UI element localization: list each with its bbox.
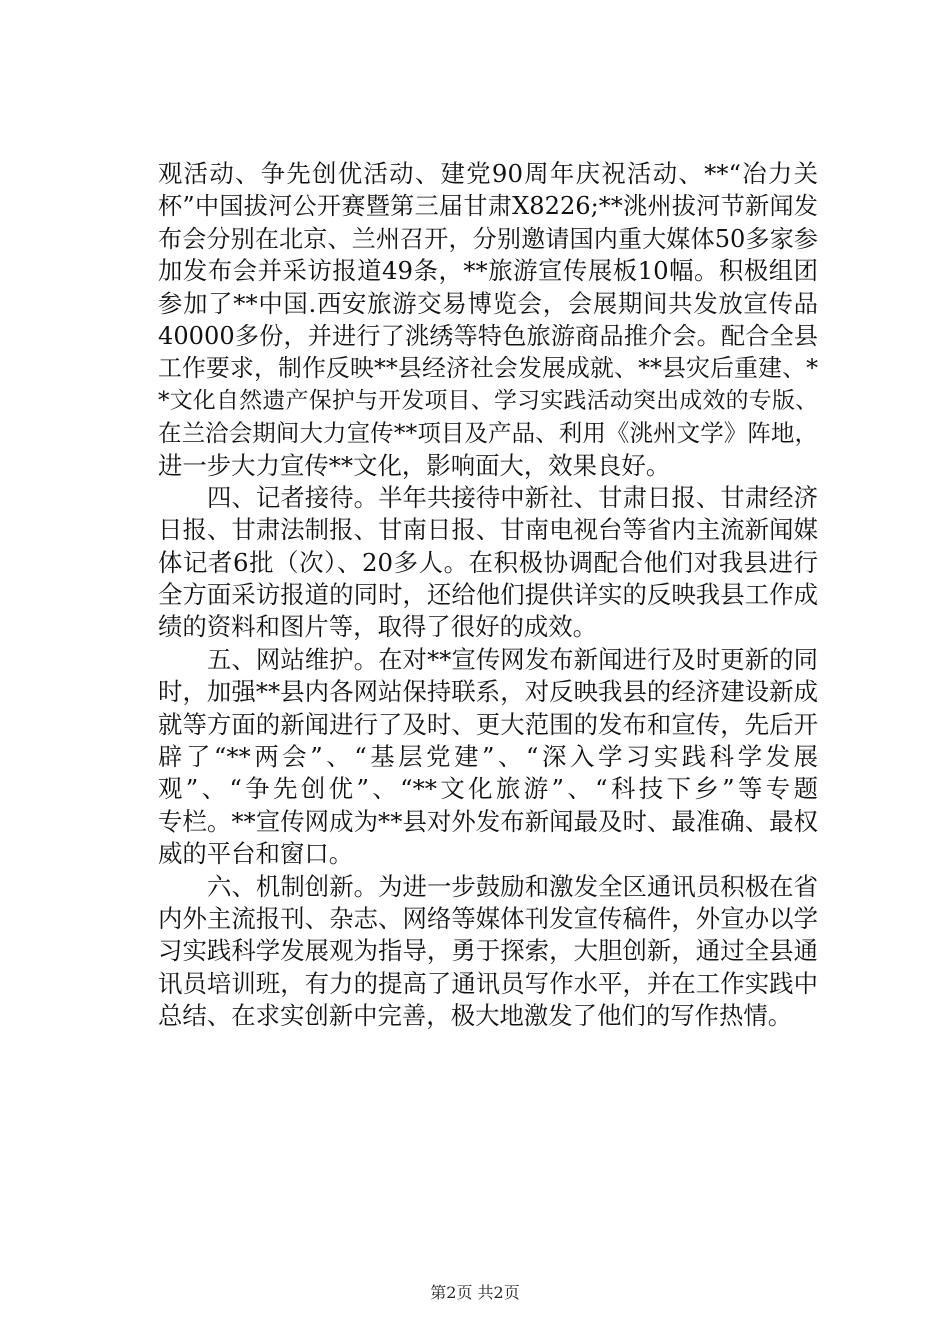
- text-line: 在兰洽会期间大力宣传**项目及产品、利用《洮州文学》阵地，: [158, 419, 818, 448]
- text-line: 威的平台和窗口。: [158, 839, 354, 869]
- page-footer: 第2页 共2页: [430, 1283, 520, 1302]
- text-line: 加发布会并采访报道49条，**旅游宣传展板10幅。积极组团: [158, 256, 818, 286]
- text-line: 内外主流报刊、杂志、网络等媒体刊发宣传稿件，外宣办以学: [158, 903, 818, 933]
- text-line: 五、网站维护。在对**宣传网发布新闻进行及时更新的同: [207, 644, 818, 674]
- text-line: 专栏。**宣传网成为**县对外发布新闻最及时、最准确、最权: [158, 806, 818, 836]
- text-line: 观活动、争先创优活动、建党90周年庆祝活动、**“冶力关: [158, 159, 818, 188]
- text-line: *文化自然遗产保护与开发项目、学习实践活动突出成效的专版、: [158, 387, 818, 414]
- text-line: 布会分别在北京、兰州召开，分别邀请国内重大媒体50多家参: [158, 224, 818, 253]
- document-body: [158, 158, 818, 1033]
- text-line: 绩的资料和图片等，取得了很好的成效。: [158, 612, 598, 642]
- text-line: 日报、甘肃法制报、甘南日报、甘南电视台等省内主流新闻媒: [158, 515, 818, 545]
- text-line: 进一步大力宣传**文化，影响面大，效果良好。: [158, 450, 671, 480]
- text-line: 辟了“**两会”、“基层党建”、“深入学习实践科学发展: [158, 742, 818, 772]
- text-line: 40000多份，并进行了洮绣等特色旅游商品推介会。配合全县: [158, 321, 818, 350]
- text-line: 就等方面的新闻进行了及时、更大范围的发布和宣传，先后开: [158, 709, 818, 739]
- text-line: 参加了**中国.西安旅游交易博览会，会展期间共发放宣传品: [158, 288, 818, 318]
- text-line: 讯员培训班，有力的提高了通讯员写作水平，并在工作实践中: [158, 968, 818, 998]
- text-line: 体记者6批（次）、20多人。在积极协调配合他们对我县进行: [158, 547, 818, 577]
- text-line: 工作要求，制作反映**县经济社会发展成就、**县灾后重建、*: [158, 354, 818, 383]
- text-line: 时，加强**县内各网站保持联系，对反映我县的经济建设新成: [158, 677, 818, 707]
- text-line: 全方面采访报道的同时，还给他们提供详实的反映我县工作成: [158, 580, 818, 610]
- text-line: 四、记者接待。半年共接待中新社、甘肃日报、甘肃经济: [207, 482, 818, 512]
- text-line: 习实践科学发展观为指导，勇于探索，大胆创新，通过全县通: [158, 936, 818, 966]
- text-line: 杯”中国拔河公开赛暨第三届甘肃X8226;**洮州拔河节新闻发: [158, 192, 818, 221]
- text-line: 观”、“争先创优”、“**文化旅游”、“科技下乡”等专题: [158, 774, 818, 804]
- text-line: 六、机制创新。为进一步鼓励和激发全区通讯员积极在省: [207, 871, 818, 901]
- text-line: 总结、在求实创新中完善，极大地激发了他们的写作热情。: [158, 1001, 793, 1031]
